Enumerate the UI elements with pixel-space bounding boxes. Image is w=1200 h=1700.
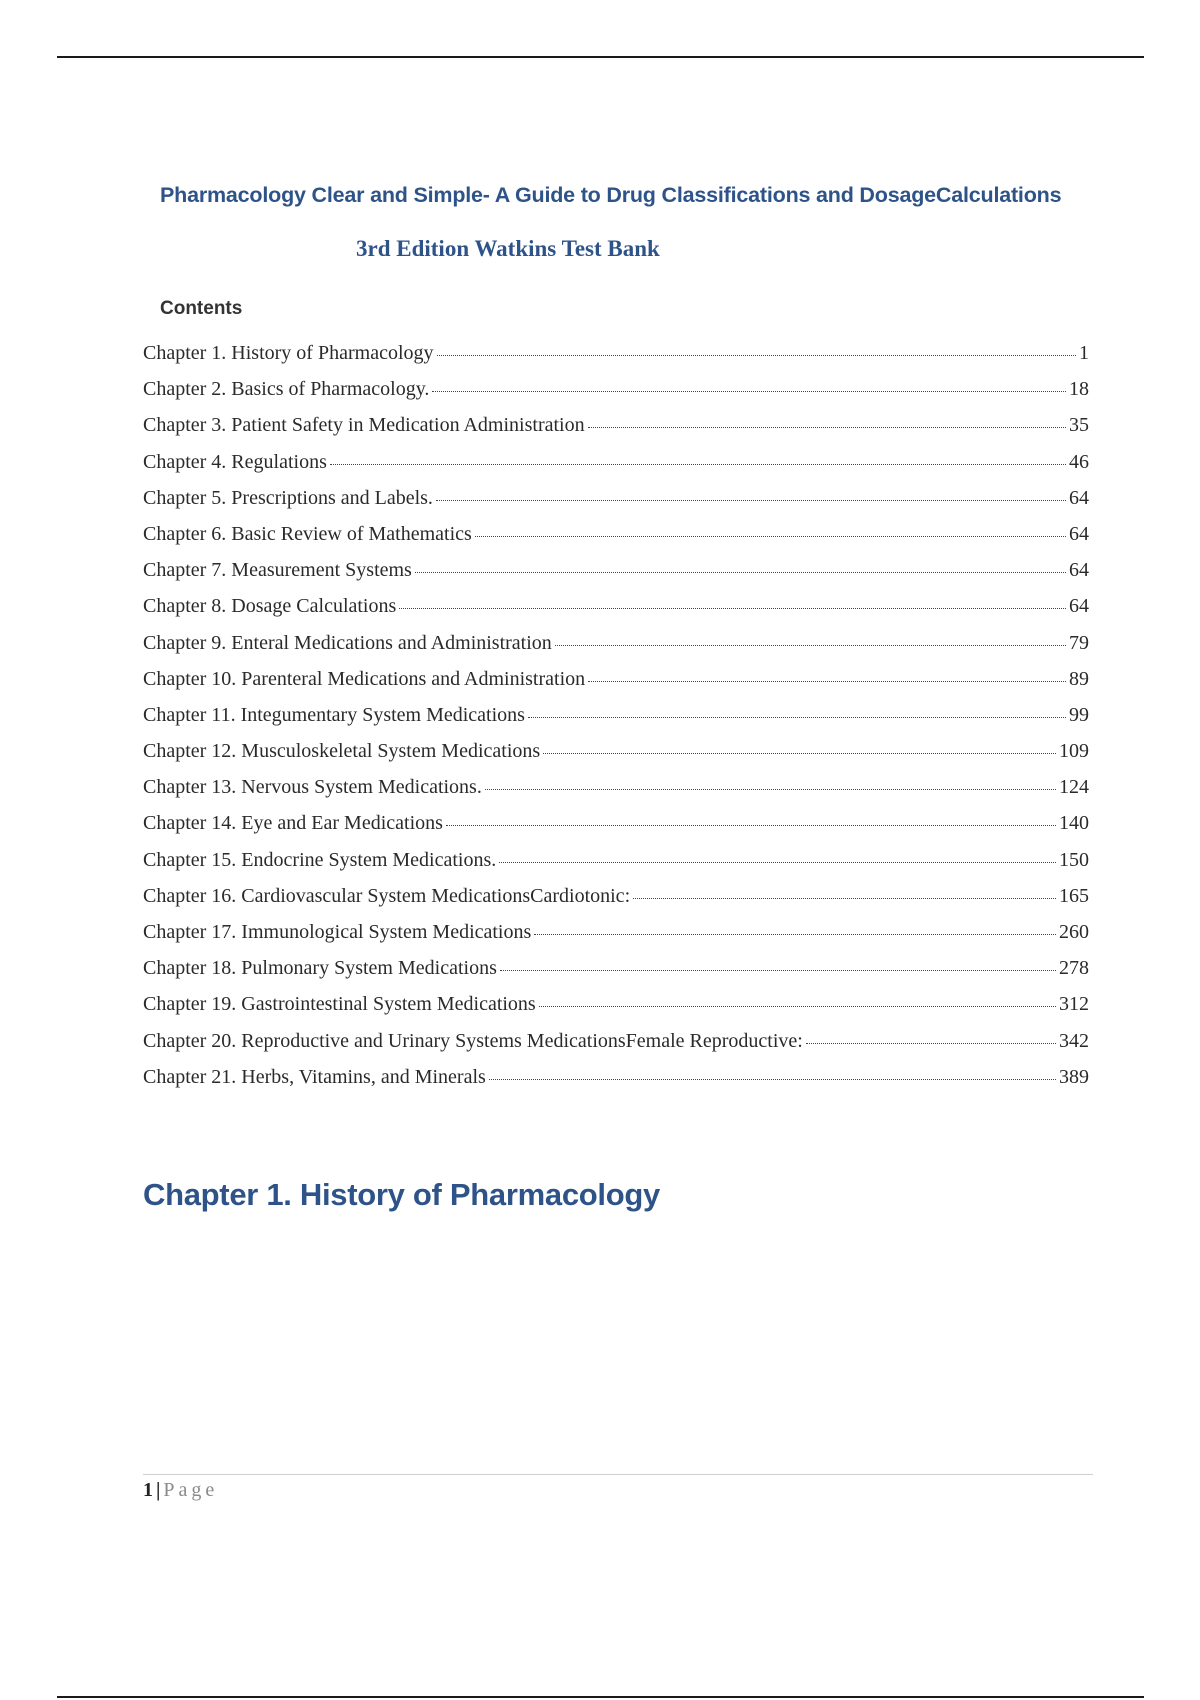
toc-entry-page[interactable]: 1 — [1079, 342, 1089, 364]
top-rule — [57, 56, 1144, 58]
toc-entry[interactable] — [143, 921, 1089, 957]
toc-entry-page[interactable]: 342 — [1059, 1029, 1089, 1052]
toc-entry-page[interactable]: 18 — [1069, 378, 1089, 401]
toc-entry-title[interactable]: Chapter 13. Nervous System Medications. — [143, 776, 482, 799]
toc-entry-page[interactable]: 64 — [1069, 486, 1089, 509]
toc-entry-title[interactable]: Chapter 20. Reproductive and Urinary Systems MedicationsFemale Reproductive: — [143, 1029, 803, 1052]
toc-entry[interactable] — [143, 342, 1089, 378]
toc-entry[interactable] — [143, 378, 1089, 414]
footer-rule — [143, 1474, 1093, 1475]
toc-entry-title[interactable]: Chapter 10. Parenteral Medications and Administration — [143, 667, 586, 690]
toc-dot-leader — [555, 645, 1066, 646]
toc-entry[interactable] — [143, 559, 1089, 595]
toc-dot-leader — [415, 572, 1066, 573]
toc-dot-leader — [432, 391, 1066, 392]
toc-entry-page[interactable]: 64 — [1069, 559, 1089, 582]
toc-entry-title[interactable]: Chapter 8. Dosage Calculations — [143, 595, 397, 618]
toc-entry-page[interactable]: 35 — [1069, 414, 1089, 437]
toc-dot-leader — [534, 934, 1056, 935]
table-of-contents — [143, 342, 1089, 1102]
toc-dot-leader — [330, 464, 1066, 465]
toc-entry-page[interactable]: 124 — [1059, 776, 1089, 799]
toc-entry-page[interactable]: 109 — [1059, 740, 1089, 763]
toc-entry[interactable] — [143, 776, 1089, 812]
toc-entry-title[interactable]: Chapter 21. Herbs, Vitamins, and Minerals — [143, 1065, 486, 1088]
toc-dot-leader — [436, 500, 1066, 501]
chapter-heading: Chapter 1. History of Pharmacology — [143, 1177, 660, 1212]
toc-entry-title[interactable]: Chapter 14. Eye and Ear Medications — [143, 812, 443, 835]
toc-dot-leader — [500, 970, 1056, 971]
toc-entry-title[interactable]: Chapter 16. Cardiovascular System MedicationsCardiotonic: — [143, 884, 631, 907]
toc-entry[interactable] — [143, 993, 1089, 1029]
toc-entry-page[interactable]: 64 — [1069, 522, 1089, 545]
toc-dot-leader — [543, 753, 1056, 754]
toc-entry[interactable] — [143, 487, 1089, 523]
toc-entry[interactable] — [143, 957, 1089, 993]
toc-entry-title[interactable]: Chapter 1. History of Pharmacology — [143, 342, 434, 364]
toc-entry-page[interactable]: 140 — [1059, 812, 1089, 835]
toc-entry-title[interactable]: Chapter 5. Prescriptions and Labels. — [143, 486, 433, 509]
bottom-rule — [57, 1696, 1144, 1698]
toc-entry-page[interactable]: 389 — [1059, 1065, 1089, 1088]
toc-entry[interactable] — [143, 740, 1089, 776]
toc-dot-leader — [485, 789, 1056, 790]
page-footer — [143, 1479, 218, 1502]
toc-entry[interactable] — [143, 668, 1089, 704]
toc-entry-page[interactable]: 278 — [1059, 957, 1089, 980]
toc-entry[interactable] — [143, 451, 1089, 487]
contents-heading: Contents — [160, 298, 243, 319]
toc-entry[interactable] — [143, 812, 1089, 848]
toc-entry-title[interactable]: Chapter 12. Musculoskeletal System Medications — [143, 740, 541, 763]
toc-dot-leader — [499, 862, 1056, 863]
toc-entry-title[interactable]: Chapter 9. Enteral Medications and Administration — [143, 631, 552, 654]
toc-dot-leader — [539, 1006, 1056, 1007]
toc-entry[interactable] — [143, 595, 1089, 631]
toc-entry-page[interactable]: 46 — [1069, 450, 1089, 473]
toc-entry-page[interactable]: 89 — [1069, 667, 1089, 690]
page-number: 1 — [143, 1479, 153, 1501]
page-label: Page — [163, 1479, 219, 1501]
toc-entry[interactable] — [143, 1066, 1089, 1102]
toc-entry-title[interactable]: Chapter 7. Measurement Systems — [143, 559, 412, 582]
toc-entry-title[interactable]: Chapter 3. Patient Safety in Medication Administration — [143, 414, 585, 437]
toc-entry-title[interactable]: Chapter 11. Integumentary System Medications — [143, 703, 525, 726]
toc-entry[interactable] — [143, 1030, 1089, 1066]
toc-entry-page[interactable]: 99 — [1069, 703, 1089, 726]
document-subtitle: 3rd Edition Watkins Test Bank — [356, 236, 660, 261]
toc-entry-title[interactable]: Chapter 15. Endocrine System Medications. — [143, 848, 497, 871]
toc-dot-leader — [399, 608, 1066, 609]
toc-entry-title[interactable]: Chapter 17. Immunological System Medications — [143, 921, 532, 943]
toc-entry-page[interactable]: 79 — [1069, 631, 1089, 654]
toc-entry-title[interactable]: Chapter 18. Pulmonary System Medications — [143, 957, 497, 980]
toc-entry[interactable] — [143, 849, 1089, 885]
toc-entry-title[interactable]: Chapter 19. Gastrointestinal System Medications — [143, 993, 536, 1016]
toc-entry-page[interactable]: 312 — [1059, 993, 1089, 1016]
toc-entry[interactable] — [143, 885, 1089, 921]
toc-dot-leader — [475, 536, 1066, 537]
toc-dot-leader — [806, 1043, 1056, 1044]
toc-entry-page[interactable]: 64 — [1069, 595, 1089, 618]
toc-entry-page[interactable]: 150 — [1059, 848, 1089, 871]
footer-separator: | — [156, 1479, 161, 1501]
toc-entry-title[interactable]: Chapter 6. Basic Review of Mathematics — [143, 522, 472, 545]
toc-dot-leader — [633, 898, 1056, 899]
toc-dot-leader — [528, 717, 1066, 718]
document-title: Pharmacology Clear and Simple- A Guide to Drug Classifications and DosageCalculations — [160, 183, 1062, 207]
toc-entry-title[interactable]: Chapter 4. Regulations — [143, 450, 327, 473]
toc-dot-leader — [588, 681, 1066, 682]
toc-dot-leader — [446, 825, 1056, 826]
toc-dot-leader — [588, 427, 1066, 428]
toc-entry[interactable] — [143, 523, 1089, 559]
toc-entry-title[interactable]: Chapter 2. Basics of Pharmacology. — [143, 378, 430, 401]
toc-dot-leader — [437, 355, 1077, 356]
toc-entry[interactable] — [143, 632, 1089, 668]
toc-entry-page[interactable]: 260 — [1059, 921, 1089, 943]
toc-entry-page[interactable]: 165 — [1059, 884, 1089, 907]
toc-dot-leader — [489, 1079, 1056, 1080]
toc-entry[interactable] — [143, 704, 1089, 740]
toc-entry[interactable] — [143, 414, 1089, 450]
